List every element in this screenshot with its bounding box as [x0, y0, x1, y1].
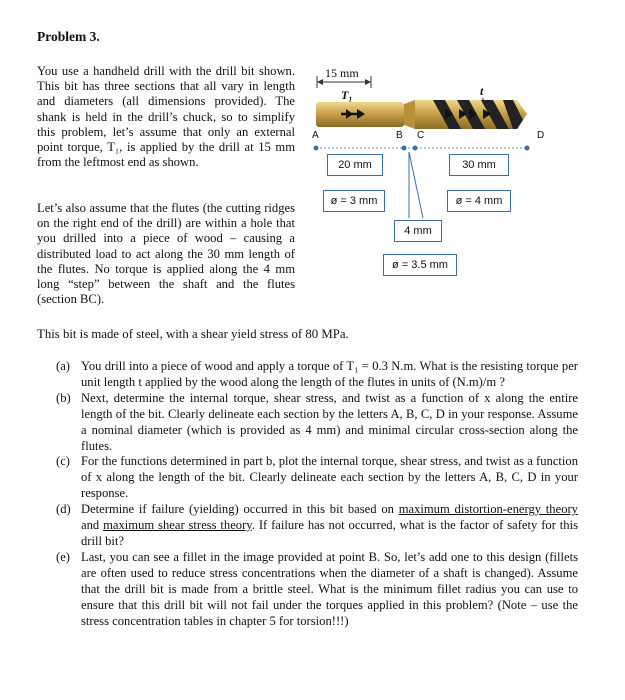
step-diameter-box: ø = 3.5 mm — [383, 254, 457, 276]
question-label: (d) — [56, 502, 71, 517]
question-label: (a) — [56, 359, 70, 373]
flute-length-box: 30 mm — [449, 154, 509, 176]
material-statement: This bit is made of steel, with a shear yield stress of 80 MPa. — [37, 327, 349, 341]
point-b-label: B — [396, 130, 403, 141]
assumption-paragraph: Let’s also assume that the flutes (the cutting ridges on the right end of the drill) are within a hole that you drilled into a piece of wood – causing a distributed load to act along the 30 mm length of the flutes. No torque is applied along the 4 mm long “step” between the shaft and the flutes (section BC). — [37, 201, 295, 307]
question-d — [56, 502, 578, 550]
flute-diameter-box: ø = 4 mm — [447, 190, 511, 212]
question-list — [56, 359, 578, 629]
question-text: Next, determine the internal torque, shear stress, and twist as a function of x along the entire length of the bit. Clearly delineate each section by the letters A, B, C, D in your response. Assume a nominal diameter (which is provided as 4 mm) and minimal circular cross-section along the flutes. — [81, 390, 578, 453]
question-text: You drill into a piece of wood and apply a torque of T₁ = 0.3 N.m. What is the resisting torque per unit length t applied by the wood along the length of the flutes in units of (N.m)/m ? — [81, 359, 578, 389]
distributed-t-label: t — [480, 84, 484, 98]
torque-t1-label: T₁ — [341, 88, 353, 102]
question-b — [56, 391, 578, 455]
distortion-energy-link: maximum distortion-energy theory — [398, 502, 578, 517]
question-label: (e) — [56, 549, 70, 564]
drill-bit-figure — [305, 60, 625, 280]
problem-title: Problem 3. — [37, 29, 100, 44]
question-text-pre: Determine if failure (yielding) occurred in this bit based on — [81, 502, 399, 517]
shank-length-box: 20 mm — [327, 154, 383, 176]
question-text-post: . If failure has not occurred, what is the factor of safety for this drill bit? — [81, 518, 578, 548]
question-text: Last, you can see a fillet in the image provided at point B. So, let’s add one to this design (fillets are often used to reduce stress concentrations when the diameter of a shaft is changed). Assume that the drill bit is made from a brittle steel. What is the minimum fillet radius you can use to ensure that this drill bit will not fail under the torques applied in this problem? (Note – use the stress concentration tables in chapter 5 for torsion!!!) — [81, 549, 578, 628]
shank-diameter-box: ø = 3 mm — [323, 190, 385, 212]
point-c-label: C — [417, 130, 425, 141]
step-section — [404, 100, 415, 129]
point-c-marker — [413, 146, 418, 151]
question-label: (b) — [56, 390, 71, 405]
question-c — [56, 454, 578, 502]
question-text: For the functions determined in part b, plot the internal torque, shear stress, and twist as a function of x along the length of the bit. Clearly delineate each section by the letters A, B, C, D in your response. — [81, 454, 578, 501]
question-label: (c) — [56, 454, 70, 469]
point-d-label: D — [537, 130, 545, 141]
question-text-mid: and — [81, 518, 104, 533]
point-b-marker — [402, 146, 407, 151]
step-length-box: 4 mm — [394, 220, 442, 242]
question-e — [56, 550, 578, 630]
point-a-label: A — [312, 130, 319, 141]
intro-paragraph: You use a handheld drill with the drill bit shown. This bit has three sections that all vary in length and diameters (all dimensions provided). The shank is held in the drill’s chuck, so to simplify this problem, let’s assume that only an external point torque, T₁, is applied by the drill at 15 mm from the leftmost end as shown. — [37, 64, 295, 170]
point-a-marker — [314, 146, 319, 151]
point-d-marker — [525, 146, 530, 151]
question-a — [56, 359, 578, 391]
max-shear-stress-link: maximum shear stress theory — [103, 518, 252, 533]
dimension-15mm-label: 15 mm — [325, 66, 359, 80]
